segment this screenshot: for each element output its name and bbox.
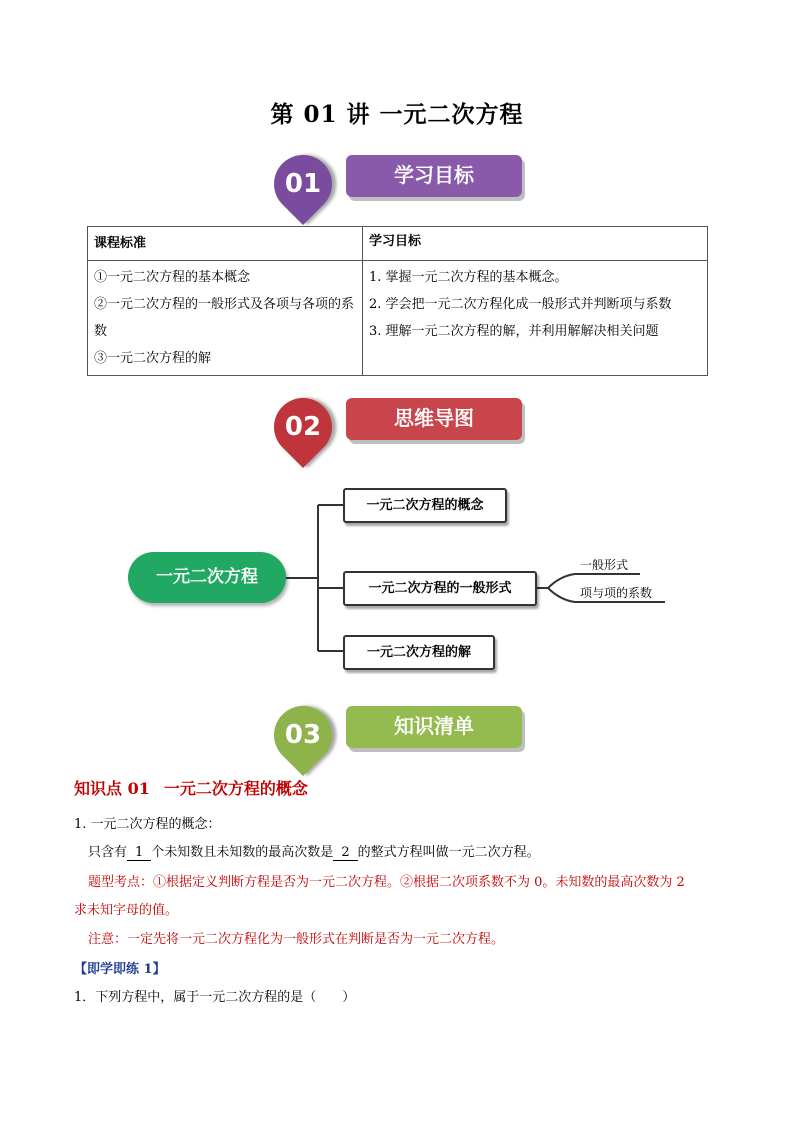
mindmap-root: 一元二次方程: [128, 552, 286, 603]
section-number: 03: [284, 720, 322, 750]
mindmap-leaf-general-form: 一般形式: [580, 558, 629, 572]
exam-points-line-2: 求未知字母的值。: [74, 903, 179, 918]
goal-item: 2. 学会把一元二次方程化成一般形式并判断项与系数: [369, 297, 672, 312]
section-number: 01: [284, 169, 322, 199]
definition-text: 个未知数且未知数的最高次数是: [151, 845, 334, 860]
answer-blank-2: 2: [333, 845, 357, 861]
page-title: 第 01 讲 一元二次方程: [270, 101, 524, 128]
answer-blank-1: 1: [127, 845, 151, 861]
standard-item: ②一元二次方程的一般形式及各项与各项的系数: [94, 297, 355, 339]
mindmap-node-solution: 一元二次方程的解: [343, 635, 495, 670]
mindmap-node-concept: 一元二次方程的概念: [343, 488, 507, 523]
knowledge-point-heading: [74, 776, 308, 799]
mindmap-leaf-terms-coefficients: 项与项的系数: [580, 586, 653, 600]
knowledge-point-title: 一元二次方程的概念: [163, 779, 308, 798]
definition-line: [88, 841, 540, 861]
practice-title: 【即学即练 1】: [74, 962, 166, 977]
section-label: 知识清单: [346, 706, 522, 748]
definition-text: 的整式方程叫做一元二次方程。: [357, 845, 540, 860]
table-header-goals: 学习目标: [363, 227, 708, 261]
section-number: 02: [284, 412, 322, 442]
note-line: 注意：一定先将一元二次方程化为一般形式在判断是否为一元二次方程。: [88, 932, 505, 947]
table-header-standards: 课程标准: [88, 227, 363, 261]
concept-item-heading: 1. 一元二次方程的概念：: [74, 817, 221, 832]
mindmap-node-general-form: 一元二次方程的一般形式: [343, 571, 537, 606]
standard-item: ①一元二次方程的基本概念: [94, 270, 251, 285]
question-1: 1．下列方程中，属于一元二次方程的是（ ）: [74, 990, 356, 1005]
goal-item: 1. 掌握一元二次方程的基本概念。: [369, 270, 568, 285]
definition-text: 只含有: [88, 845, 128, 860]
knowledge-point-label: 知识点 01: [74, 779, 150, 798]
section-label: 学习目标: [346, 155, 522, 197]
standard-item: ③一元二次方程的解: [94, 351, 212, 366]
goal-item: 3. 理解一元二次方程的解，并利用解解决相关问题: [369, 324, 659, 339]
section-label: 思维导图: [346, 398, 522, 440]
exam-points-line-1: 题型考点：①根据定义判断方程是否为一元二次方程。②根据二次项系数不为 0。未知数的最高次数为 2: [88, 875, 685, 890]
